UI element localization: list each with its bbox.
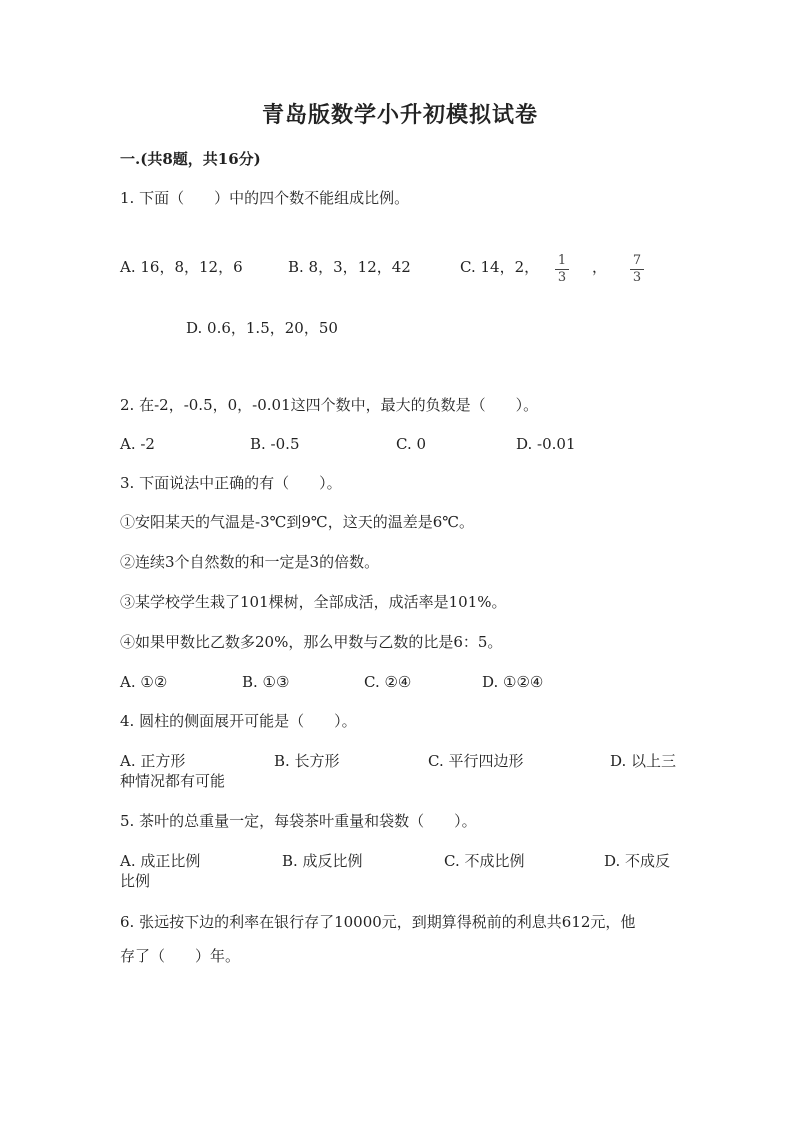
question-6-stem-line-1: 6. 张远按下边的利率在银行存了10000元，到期算得税前的利息共612元，他 bbox=[120, 913, 636, 931]
question-3-option-a: A. ①② bbox=[120, 673, 168, 691]
question-2-stem: 2. 在-2，-0.5，0，-0.01这四个数中，最大的负数是（ ）。 bbox=[120, 396, 539, 414]
fraction-2-numerator: 7 bbox=[632, 253, 642, 268]
question-3-statement-2: ②连续3个自然数的和一定是3的倍数。 bbox=[120, 553, 380, 571]
question-5-option-d: D. 不成反 bbox=[604, 852, 671, 870]
question-2-option-a: A. -2 bbox=[120, 435, 155, 453]
question-4-stem: 4. 圆柱的侧面展开可能是（ ）。 bbox=[120, 712, 357, 730]
question-1-fraction-2 bbox=[630, 254, 644, 285]
fraction-1-denominator: 3 bbox=[557, 270, 567, 285]
question-3-statement-1: ①安阳某天的气温是-3℃到9℃，这天的温差是6℃。 bbox=[120, 513, 475, 531]
question-2-option-c: C. 0 bbox=[396, 435, 427, 453]
page-title: 青岛版数学小升初模拟试卷 bbox=[261, 102, 538, 128]
question-1-stem: 1. 下面（ ）中的四个数不能组成比例。 bbox=[120, 189, 410, 207]
question-3-option-c: C. ②④ bbox=[364, 673, 412, 691]
question-1-option-b: B. 8，3，12，42 bbox=[288, 258, 411, 276]
question-2-option-d: D. -0.01 bbox=[516, 435, 576, 453]
question-5-option-b: B. 成反比例 bbox=[282, 852, 363, 870]
question-3-statement-3: ③某学校学生栽了101棵树，全部成活，成活率是101%。 bbox=[120, 593, 507, 611]
question-3-option-d: D. ①②④ bbox=[482, 673, 544, 691]
question-5-option-a: A. 成正比例 bbox=[120, 852, 201, 870]
question-5-option-c: C. 不成比例 bbox=[444, 852, 525, 870]
question-1-option-c-separator: ， bbox=[592, 258, 608, 276]
question-5-option-d-continued: 比例 bbox=[120, 872, 151, 890]
question-6-stem-line-2: 存了（ ）年。 bbox=[120, 947, 241, 965]
question-5-stem: 5. 茶叶的总重量一定，每袋茶叶重量和袋数（ ）。 bbox=[120, 812, 477, 830]
question-1-option-c: C. 14，2， bbox=[460, 258, 540, 276]
question-1-fraction-1 bbox=[555, 254, 569, 285]
question-4-option-b: B. 长方形 bbox=[274, 752, 340, 770]
question-4-option-c: C. 平行四边形 bbox=[428, 752, 524, 770]
question-3-option-b: B. ①③ bbox=[242, 673, 290, 691]
question-4-option-a: A. 正方形 bbox=[120, 752, 186, 770]
question-4-option-d: D. 以上三 bbox=[610, 752, 677, 770]
fraction-1-numerator: 1 bbox=[557, 253, 567, 268]
question-2-option-b: B. -0.5 bbox=[250, 435, 300, 453]
question-3-stem: 3. 下面说法中正确的有（ ）。 bbox=[120, 474, 342, 492]
section-heading: 一.(共8题，共16分) bbox=[120, 150, 261, 168]
question-4-option-d-continued: 种情况都有可能 bbox=[120, 772, 226, 790]
question-1-option-a: A. 16，8，12，6 bbox=[120, 258, 243, 276]
question-3-statement-4: ④如果甲数比乙数多20%，那么甲数与乙数的比是6：5。 bbox=[120, 633, 503, 651]
fraction-2-denominator: 3 bbox=[632, 270, 642, 285]
question-1-option-d: D. 0.6，1.5，20，50 bbox=[186, 319, 338, 337]
